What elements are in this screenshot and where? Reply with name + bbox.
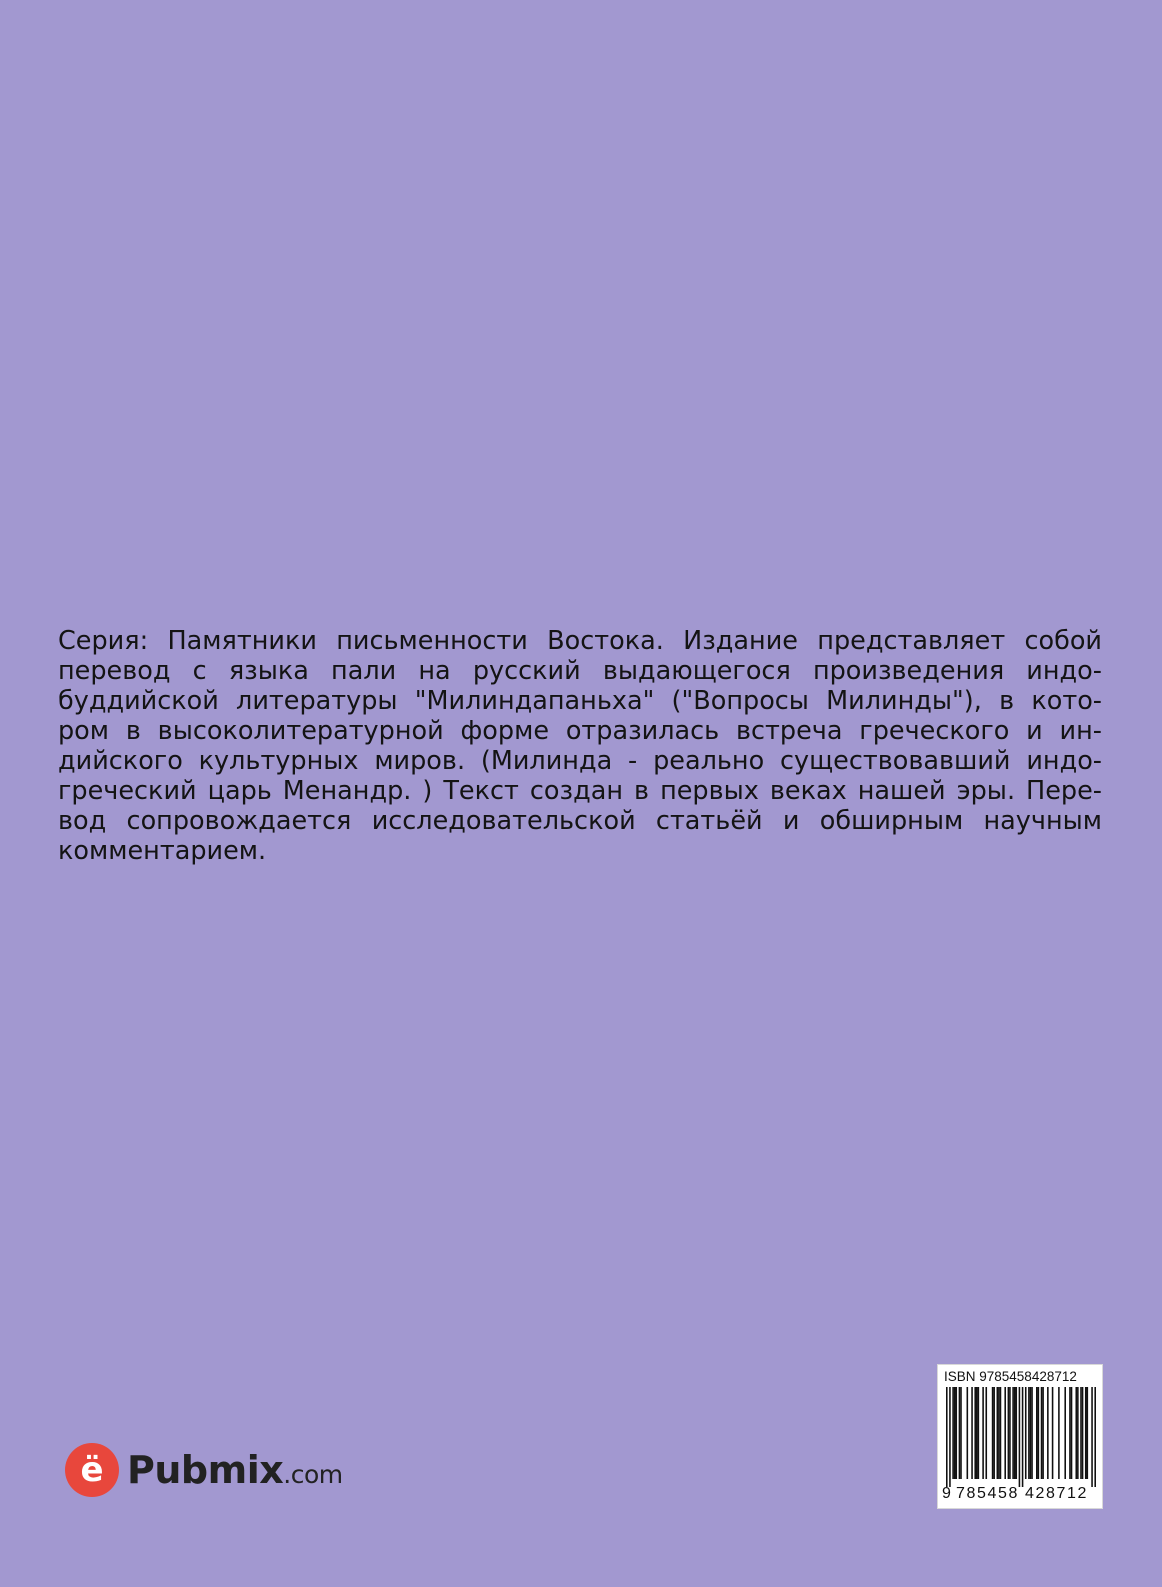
barcode-bar xyxy=(971,1387,973,1479)
barcode-bar xyxy=(952,1387,954,1479)
barcode-bar xyxy=(967,1387,969,1479)
barcode-bar xyxy=(1030,1387,1032,1479)
barcode-guard-bar xyxy=(949,1387,951,1487)
barcode-bar xyxy=(1014,1387,1016,1479)
barcode-bar xyxy=(1015,1387,1017,1479)
barcode-bar xyxy=(960,1387,962,1479)
barcode-bar xyxy=(1052,1387,1054,1479)
barcode-bar xyxy=(1047,1387,1049,1479)
barcode-bar xyxy=(1087,1387,1089,1479)
barcode-bar xyxy=(1000,1387,1002,1479)
barcode-bar xyxy=(1031,1387,1033,1479)
description-line: дийского культурных миров. (Милинда - реально существовавший индо- xyxy=(58,746,1102,776)
description-line: Серия: Памятники письменности Востока. Издание представляет собой xyxy=(58,626,1102,656)
barcode-bar xyxy=(1025,1387,1027,1479)
barcode-bar xyxy=(1008,1387,1010,1479)
barcode-guard-bar xyxy=(946,1387,948,1487)
barcode-bar xyxy=(1085,1387,1087,1479)
barcode-digits-right: 428712 xyxy=(1025,1485,1088,1502)
barcode-bar xyxy=(1028,1387,1030,1479)
barcode-bar xyxy=(985,1387,987,1479)
publisher-name-main: Pubmix xyxy=(127,1448,284,1492)
barcode-digits-left: 785458 xyxy=(956,1485,1019,1502)
barcode-bar xyxy=(1009,1387,1011,1479)
barcode-bar xyxy=(1064,1387,1066,1479)
isbn-label: ISBN 9785458428712 xyxy=(944,1369,1077,1384)
barcode-bar xyxy=(1077,1387,1079,1479)
barcode-bar xyxy=(1042,1387,1044,1479)
barcode-bar xyxy=(1069,1387,1071,1479)
barcode-bar xyxy=(955,1387,957,1479)
barcode-bar xyxy=(974,1387,976,1479)
barcode-bar xyxy=(1080,1387,1082,1479)
barcode-bar xyxy=(978,1387,980,1479)
description-line: греческий царь Менандр. ) Текст создан в первых веках нашей эры. Пере- xyxy=(58,776,1102,806)
barcode-bar xyxy=(976,1387,978,1479)
barcode-digits xyxy=(942,1486,1100,1502)
barcode-bar xyxy=(954,1387,956,1479)
barcode-bar xyxy=(982,1387,984,1479)
isbn-barcode-panel xyxy=(937,1364,1103,1509)
barcode-icon xyxy=(946,1387,1096,1487)
publisher-name xyxy=(127,1448,343,1492)
barcode-bar xyxy=(1082,1387,1084,1479)
description-line: ром в высоколитературной форме отразилась встреча греческого и ин- xyxy=(58,716,1102,746)
barcode-bar xyxy=(1071,1387,1073,1479)
barcode-guard-bar xyxy=(1019,1387,1021,1487)
barcode-bar xyxy=(992,1387,994,1479)
book-description xyxy=(58,626,1102,866)
publisher-domain-suffix: .com xyxy=(283,1460,343,1489)
barcode-digit-first: 9 xyxy=(942,1485,951,1502)
barcode-bar xyxy=(1004,1387,1006,1479)
barcode-bar xyxy=(1038,1387,1040,1479)
barcode-bar xyxy=(1036,1387,1038,1479)
barcode-bar xyxy=(959,1387,961,1479)
barcode-guard-bar xyxy=(1022,1387,1024,1487)
barcode-bar xyxy=(1041,1387,1043,1479)
barcode-bar xyxy=(1012,1387,1014,1479)
barcode-bar xyxy=(997,1387,999,1479)
barcode-bar xyxy=(998,1387,1000,1479)
barcode-guard-bar xyxy=(1094,1387,1096,1487)
barcode-bar xyxy=(1075,1387,1077,1479)
barcode-bar xyxy=(993,1387,995,1479)
description-line: комментарием. xyxy=(58,836,267,866)
barcode-bar xyxy=(1058,1387,1060,1479)
barcode-guard-bar xyxy=(1091,1387,1093,1487)
description-line: вод сопровождается исследовательской статьёй и обширным научным xyxy=(58,806,1102,836)
publisher-logo xyxy=(65,1443,343,1497)
description-line: перевод с языка пали на русский выдающегося произведения индо- xyxy=(58,656,1102,686)
description-line: буддийской литературы "Милиндапаньха" ("Вопросы Милинды"), в кото- xyxy=(58,686,1102,716)
publisher-logo-icon: ё xyxy=(65,1443,119,1497)
